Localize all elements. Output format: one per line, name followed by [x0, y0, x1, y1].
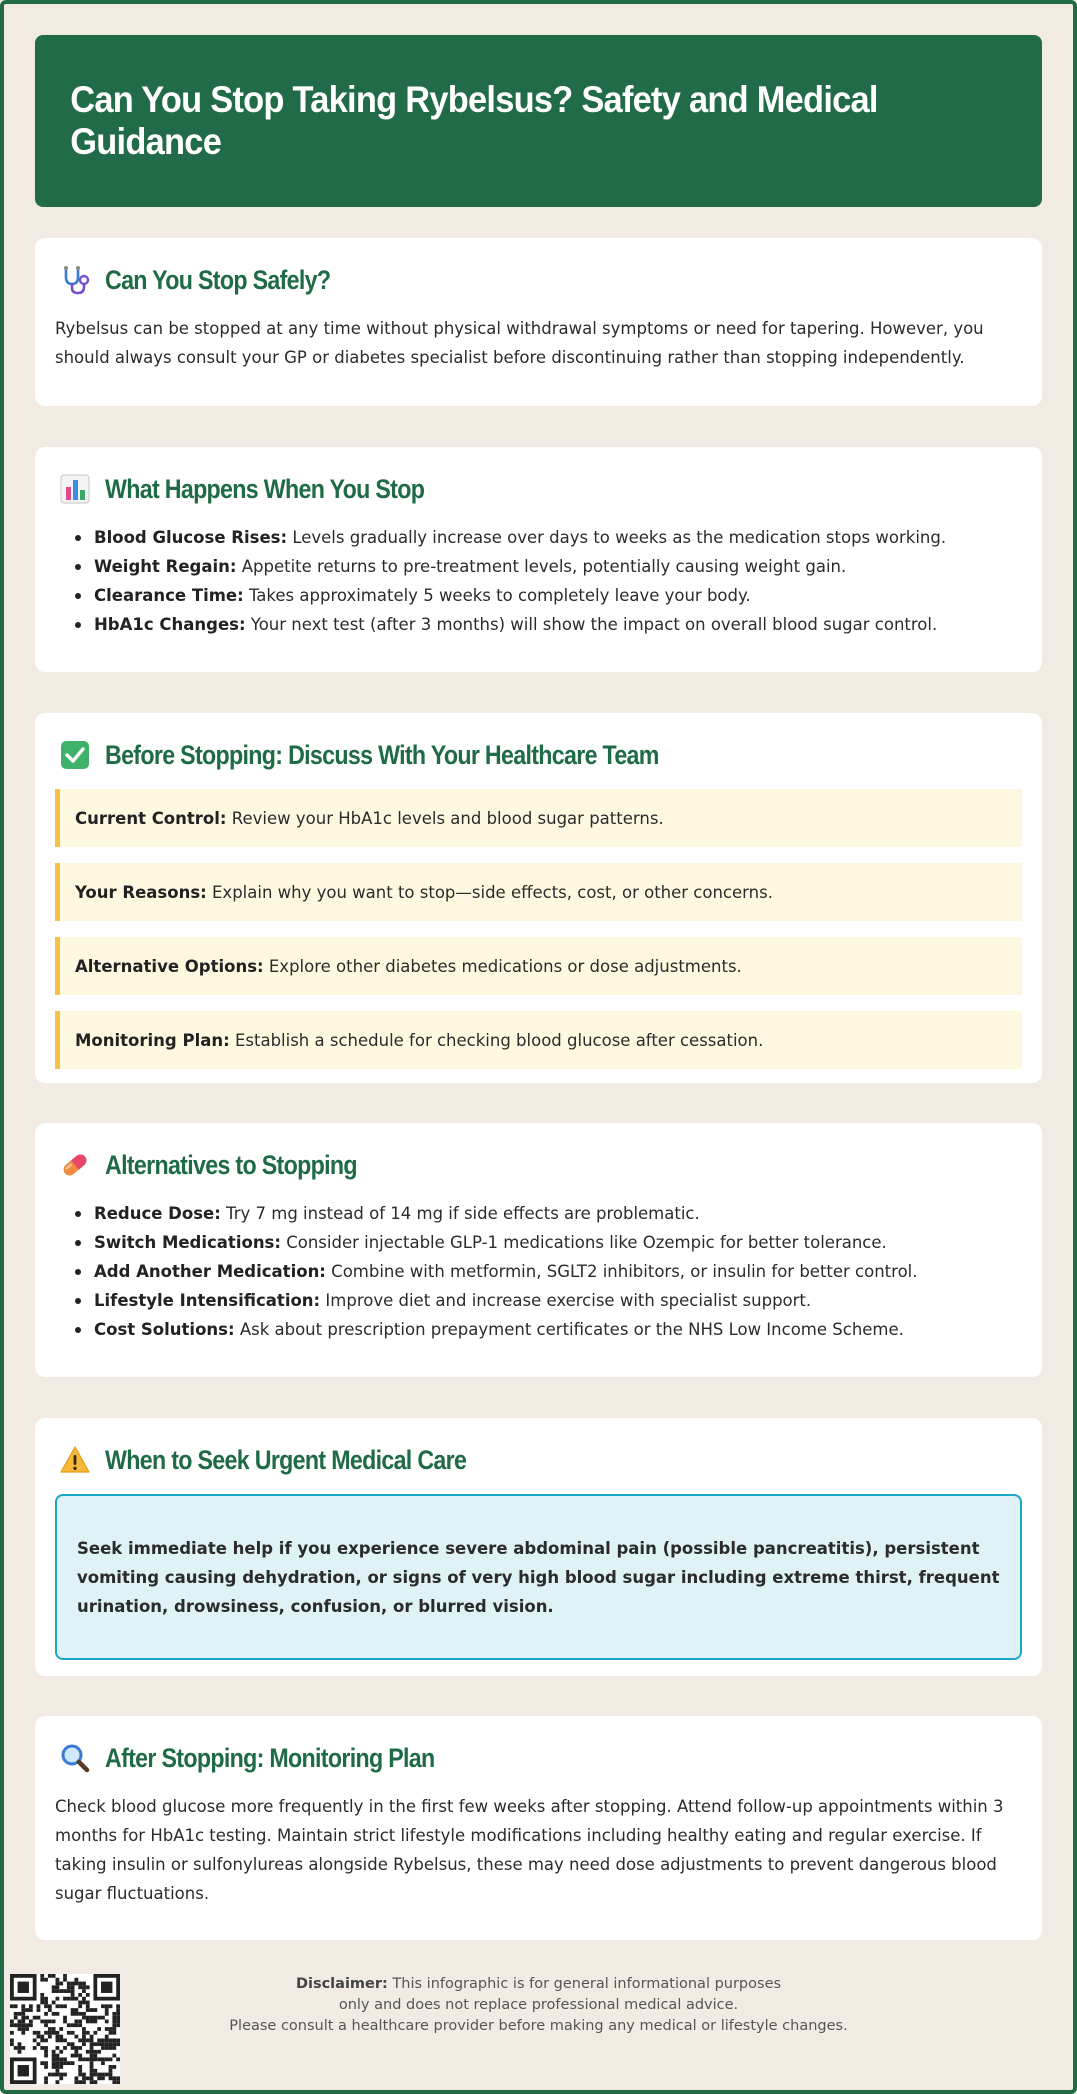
after-stopping-title: After Stopping: Monitoring Plan	[105, 1742, 435, 1773]
urgent-alert-box	[55, 1494, 1022, 1660]
page-header	[35, 35, 1042, 207]
alternatives-heading	[55, 1147, 1022, 1183]
list-item: Clearance Time: Takes approximately 5 weeks to completely leave your body.	[73, 581, 1022, 610]
stethoscope-icon	[59, 264, 91, 296]
step-monitoring-plan: Monitoring Plan: Establish a schedule for checking blood glucose after cessation.	[55, 1011, 1022, 1069]
warning-icon	[59, 1444, 91, 1476]
list-item: Blood Glucose Rises: Levels gradually increase over days to weeks as the medication stops working.	[73, 523, 1022, 552]
alternatives-card	[35, 1123, 1042, 1377]
list-item: Cost Solutions: Ask about prescription prepayment certificates or the NHS Low Income Scheme.	[73, 1315, 1022, 1344]
list-item: Add Another Medication: Combine with metformin, SGLT2 inhibitors, or insulin for better control.	[73, 1257, 1022, 1286]
after-stopping-text: Check blood glucose more frequently in the first few weeks after stopping. Attend follow-up appointments within 3 months for HbA1c testing. Maintain strict lifestyle modifications including healthy eating and regular exercise. If taking insulin or sulfonylureas alongside Rybelsus, these may need dose adjustments to prevent dangerous blood sugar fluctuations.	[55, 1797, 1004, 1903]
urgent-care-heading	[55, 1442, 1022, 1478]
urgent-alert-text: Seek immediate help if you experience severe abdominal pain (possible pancreatitis), persistent vomiting causing dehydration, or signs of very high blood sugar including extreme thirst, frequent urination, drowsiness, confusion, or blurred vision.	[77, 1538, 1000, 1616]
step-alternative-options: Alternative Options: Explore other diabetes medications or dose adjustments.	[55, 937, 1022, 995]
stop-safely-heading	[55, 262, 1022, 298]
page-title: Can You Stop Taking Rybelsus? Safety and Medical Guidance	[70, 79, 878, 162]
before-stopping-title: Before Stopping: Discuss With Your Healthcare Team	[105, 739, 659, 770]
disclaimer-footer	[0, 1974, 1077, 2037]
list-item: Switch Medications: Consider injectable GLP-1 medications like Ozempic for better tolerance.	[73, 1228, 1022, 1257]
step-your-reasons: Your Reasons: Explain why you want to stop—side effects, cost, or other concerns.	[55, 863, 1022, 921]
bar-chart-icon	[59, 473, 91, 505]
alternatives-list	[55, 1199, 1022, 1344]
alternatives-title: Alternatives to Stopping	[105, 1149, 357, 1180]
after-stopping-card	[35, 1716, 1042, 1940]
pill-icon	[59, 1149, 91, 1181]
check-mark-icon	[59, 739, 91, 771]
list-item: Weight Regain: Appetite returns to pre-treatment levels, potentially causing weight gain.	[73, 552, 1022, 581]
step-current-control: Current Control: Review your HbA1c levels and blood sugar patterns.	[55, 789, 1022, 847]
urgent-care-card	[35, 1418, 1042, 1676]
disclaimer-line-1: Disclaimer: This infographic is for general informational purposes	[295, 1976, 782, 1992]
stop-safely-card	[35, 238, 1042, 406]
what-happens-title: What Happens When You Stop	[105, 473, 425, 504]
before-stopping-heading	[55, 737, 1022, 773]
stop-safely-title: Can You Stop Safely?	[105, 264, 331, 295]
stop-safely-text: Rybelsus can be stopped at any time without physical withdrawal symptoms or need for tapering. However, you should always consult your GP or diabetes specialist before discontinuing rather than stopping independently.	[55, 319, 984, 367]
list-item: Lifestyle Intensification: Improve diet and increase exercise with specialist support.	[73, 1286, 1022, 1315]
after-stopping-heading	[55, 1740, 1022, 1776]
what-happens-card	[35, 447, 1042, 672]
urgent-care-title: When to Seek Urgent Medical Care	[105, 1444, 467, 1475]
disclaimer-line-3: Please consult a healthcare provider before making any medical or lifestyle changes.	[229, 2018, 848, 2034]
list-item: Reduce Dose: Try 7 mg instead of 14 mg if side effects are problematic.	[73, 1199, 1022, 1228]
what-happens-list	[55, 523, 1022, 639]
what-happens-heading	[55, 471, 1022, 507]
before-stopping-card	[35, 713, 1042, 1083]
magnifier-icon	[59, 1742, 91, 1774]
disclaimer-line-2: only and does not replace professional medical advice.	[338, 1997, 739, 2013]
list-item: HbA1c Changes: Your next test (after 3 months) will show the impact on overall blood sugar control.	[73, 610, 1022, 639]
